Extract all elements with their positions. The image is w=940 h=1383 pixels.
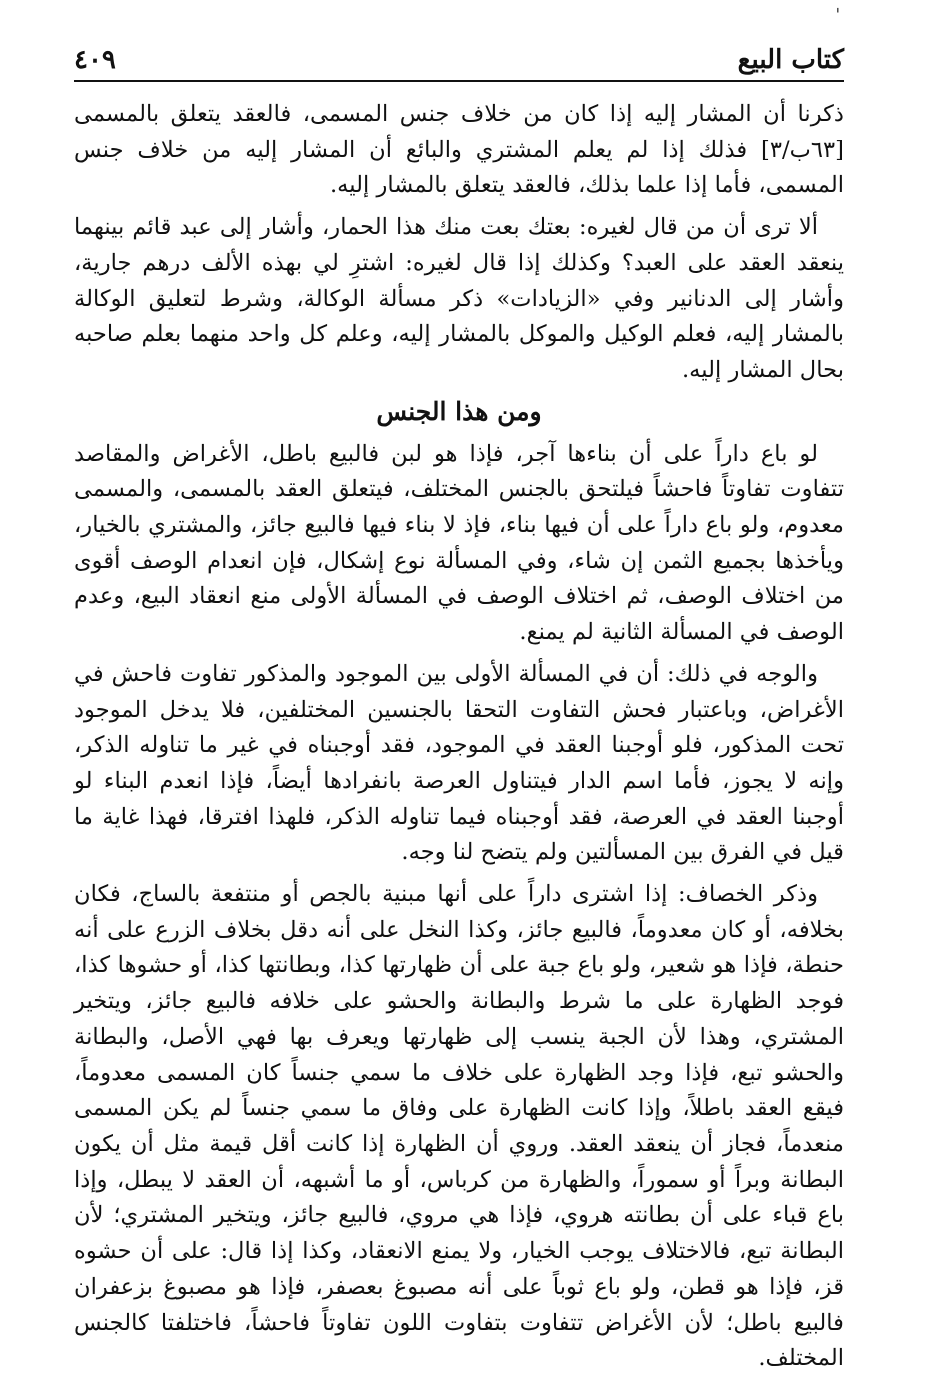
section-heading: ومن هذا الجنس — [376, 396, 542, 426]
paragraph: ذكرنا أن المشار إليه إذا كان من خلاف جنس المسمى، فالعقد يتعلق بالمسمى [٦٣ب/٣] فذلك إذا لم يعلم المشتري والبائع أن المشار إليه من خلاف جنس المسمى، فأما إذا علما بذلك، فالعقد يتعلق بالمشار إليه. — [74, 101, 844, 199]
page-body — [74, 97, 844, 1383]
paragraph: ألا ترى أن من قال لغيره: بعتك بعت منك هذا الحمار، وأشار إلى عبد قائم بينهما ينعقد العقد على العبد؟ وكذلك إذا قال لغيره: اشترِ لي بهذه الألف درهم جارية، وأشار إلى الدنانير وفي «الزيادات» ذكر مسألة الوكالة، وشرط لتعليق الوكالة بالمشار إليه، فعلم الوكيل والموكل بالمشار إليه، وعلم كل واحد منهما بعلم صاحبه بحال المشار إليه. — [74, 214, 844, 383]
page-number: ٤٠٩ — [74, 45, 116, 75]
paragraph: وذكر الخصاف: إذا اشترى داراً على أنها مبنية بالجص أو منتفعة بالساج، فكان بخلافه، أو كان معدوماً، فالبيع جائز، وكذا النخل على أنه دقل بخلاف الزرع على أنه حنطة، فإذا هو شعير، ولو باع جبة على أن ظهارتها كذا، وبطانتها كذا، أو حشوها كذا، فوجد الظهارة على ما شرط والبطانة والحشو على خلافه فالبيع جائز، ويتخير المشتري، وهذا لأن الجبة ينسب إلى ظهارتها ويعرف بها فهي الأصل، والبطانة والحشو تبع، فإذا وجد الظهارة على خلاف ما سمي جنساً كان المسمى معدوماً، فيقع العقد باطلاً، وإذا كانت الظهارة على وفاق ما سمي جنساً لم يكن المسمى منعدماً، فجاز أن ينعقد العقد. وروي أن الظهارة إذا كانت أقل قيمة مثل أن يكون البطانة وبراً أو سموراً، والظهارة من كرباس، أو ما أشبهه، أن العقد لا يبطل، وإذا باع قباء على أن بطانته هروي، فإذا هي مروي، فالبيع جائز، ويتخير المشتري؛ لأن البطانة تبع، فالاختلاف يوجب الخيار، ولا يمنع الانعقاد، وكذا إذا قال: على أن حشوه قز، فإذا هو قطن، ولو باع ثوباً على أنه مصبوغ بعصفر، فإذا هو مصبوغ بزعفران فالبيع باطل؛ لأن الأغراض تتفاوت بتفاوت اللون تفاوتاً فاحشاً، فاختلفتا كالجنس المختلف. — [74, 881, 844, 1372]
paragraph: لو باع داراً على أن بناءها آجر، فإذا هو لبن فالبيع باطل، الأغراض والمقاصد تتفاوت تفاوتاً فاحشاً فيلتحق بالجنس المختلف، فيتعلق العقد بالمسمى، والمسمى معدوم، ولو باع داراً على أن فيها بناء، فإذ لا بناء فيها فالبيع جائز، والمشتري بالخيار، ويأخذها بجميع الثمن إن شاء، وفي المسألة نوع إشكال، فإن انعدام الوصف أقوى من اختلاف الوصف، ثم اختلاف الوصف في المسألة الأولى منع انعقاد البيع، وعدم الوصف في المسألة الثانية لم يمنع. — [74, 440, 844, 646]
page-header — [74, 40, 844, 82]
running-title: كتاب البيع — [737, 45, 844, 75]
paragraph: والوجه في ذلك: أن في المسألة الأولى بين الموجود والمذكور تفاوت فاحش في الأغراض، وباعتبار فحش التفاوت التحقا بالجنسين المختلفين، فلا يدخل الموجود تحت المذكور، فلو أوجبنا العقد في الموجود، فقد أوجبناه في غير ما تناوله الذكر، وإنه لا يجوز، فأما اسم الدار فيتناول العرصة بانفرادها أيضاً، فإذا انعدم البناء لو أوجبنا العقد في العرصة، فقد أوجبناه فيما تناوله الذكر، فلهذا افترقا، فهذا غاية ما قيل في الفرق بين المسألتين ولم يتضح لنا وجه. — [74, 660, 844, 866]
scan-mark: ˈ — [835, 4, 841, 28]
